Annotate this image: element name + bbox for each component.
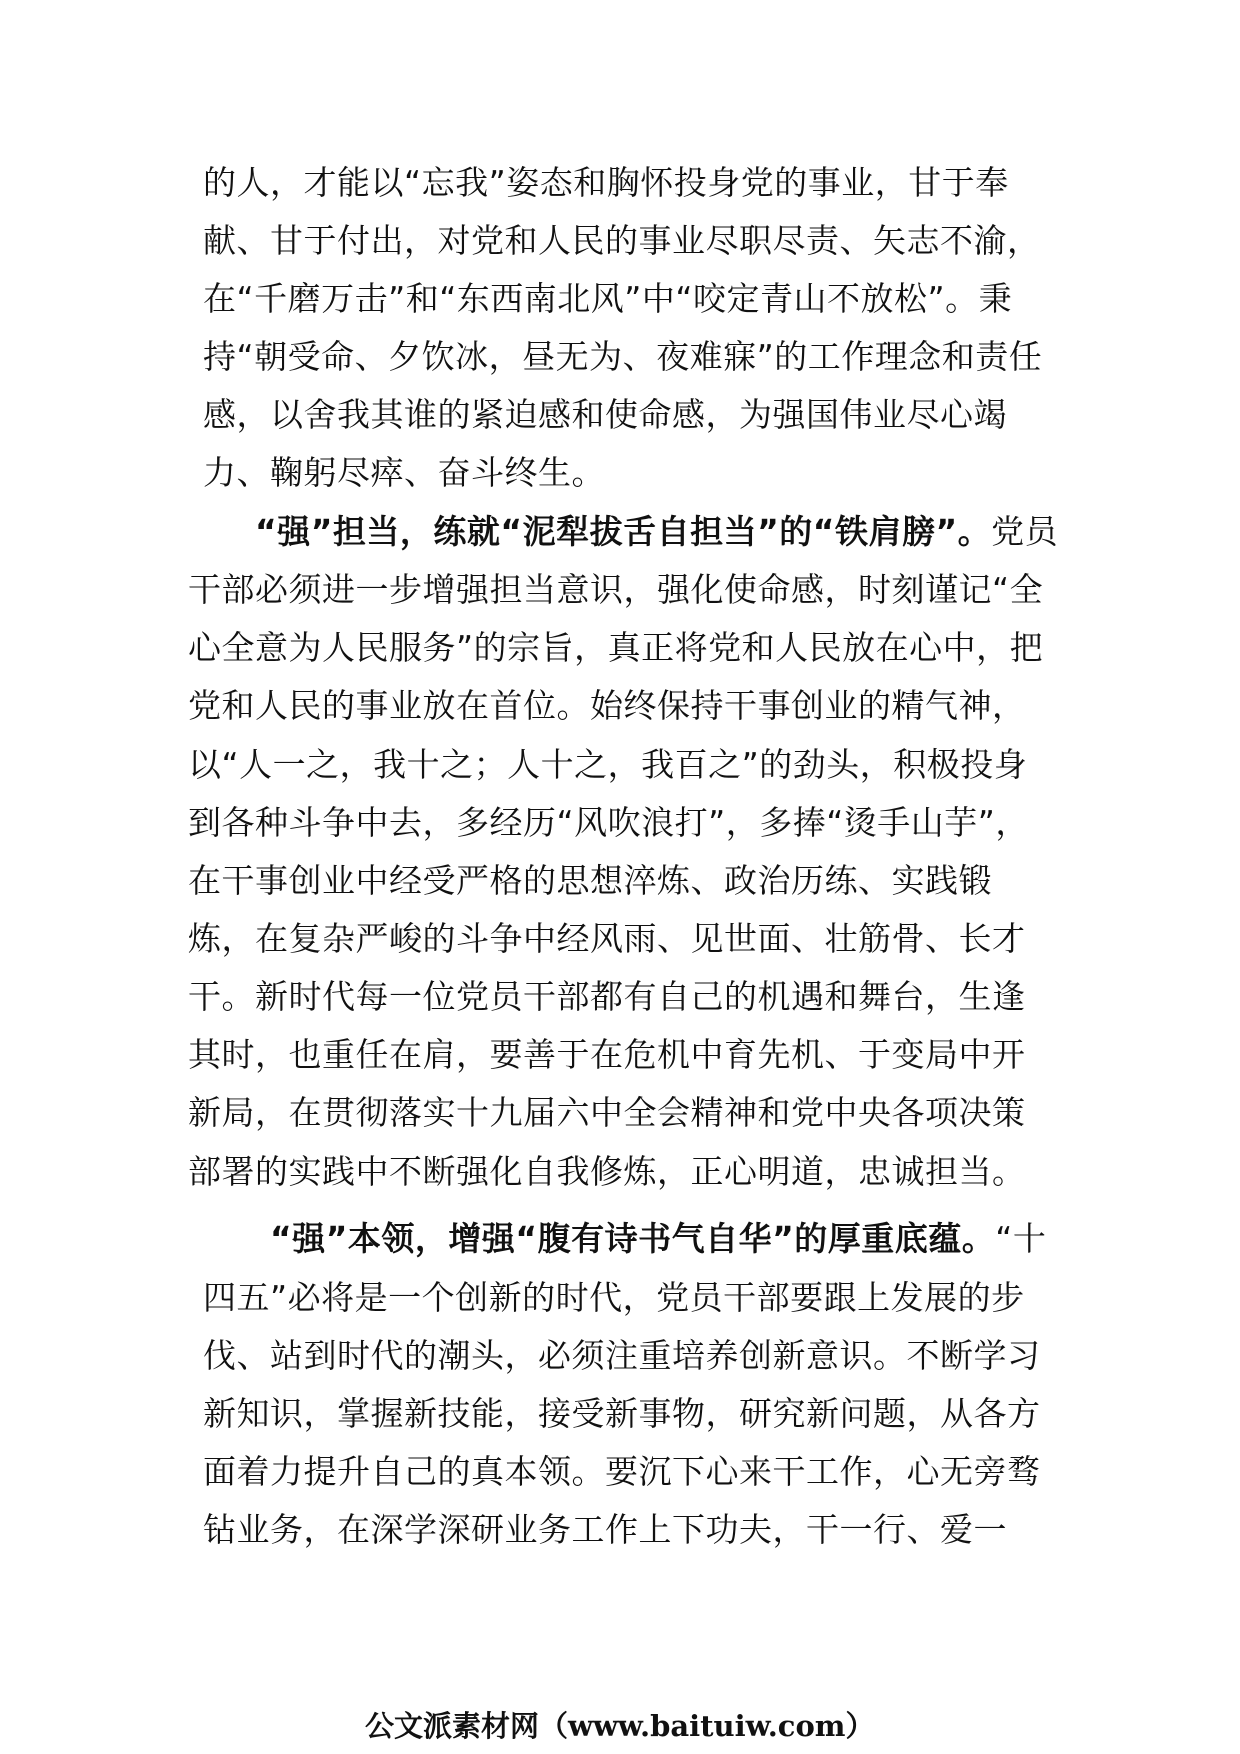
- text-line: 献、甘于付出，对党和人民的事业尽职尽责、矢志不渝，: [203, 221, 1041, 260]
- text-line: 持“朝受命、夕饮冰，昼无为、夜难寐”的工作理念和责任: [203, 337, 1043, 376]
- text-line: 心全意为人民服务”的宗旨，真正将党和人民放在心中，把: [188, 628, 1044, 667]
- text-line-rest: “十: [995, 1219, 1047, 1258]
- text-line: 到各种斗争中去，多经历“风吹浪打”，多捧“烫手山芋”，: [188, 803, 1029, 842]
- paragraph-heading: “强”本领，增强“腹有诗书气自华”的厚重底蕴。: [270, 1219, 996, 1258]
- text-line: 力、鞠躬尽瘁、奋斗终生。: [203, 453, 605, 492]
- text-line: 钻业务，在深学深研业务工作上下功夫，干一行、爱一: [203, 1510, 1007, 1549]
- text-line: 以“人一之，我十之；人十之，我百之”的劲头，积极投身: [188, 745, 1028, 784]
- text-line: 的人，才能以“忘我”姿态和胸怀投身党的事业，甘于奉: [203, 163, 1009, 202]
- paragraph-heading: “强”担当，练就“泥犁拔舌自担当”的“铁肩膀”。: [255, 512, 992, 551]
- text-line: 面着力提升自己的真本领。要沉下心来干工作，心无旁骛: [203, 1452, 1041, 1491]
- paragraph-heading-line: [255, 512, 1058, 552]
- text-line: 党和人民的事业放在首位。始终保持干事创业的精气神，: [188, 686, 1026, 725]
- text-line: 在干事创业中经受严格的思想淬炼、政治历练、实践锻: [188, 861, 992, 900]
- text-line: 感，以舍我其谁的紧迫感和使命感，为强国伟业尽心竭: [203, 395, 1007, 434]
- text-line: 在“千磨万击”和“东西南北风”中“咬定青山不放松”。秉: [203, 279, 1013, 318]
- text-line: 新局，在贯彻落实十九届六中全会精神和党中央各项决策: [188, 1093, 1026, 1132]
- text-line: 部署的实践中不断强化自我修炼，正心明道，忠诚担当。: [188, 1152, 1026, 1191]
- text-line: 干。新时代每一位党员干部都有自己的机遇和舞台，生逢: [188, 977, 1026, 1016]
- paragraph-heading-line: [270, 1219, 1046, 1259]
- text-line-rest: 党员: [991, 512, 1059, 551]
- footer-source: 公文派素材网（www.baituiw.com）: [365, 1709, 875, 1743]
- text-line: 新知识，掌握新技能，接受新事物，研究新问题，从各方: [203, 1394, 1041, 1433]
- text-line: 四五”必将是一个创新的时代，党员干部要跟上发展的步: [203, 1278, 1025, 1317]
- text-line: 其时，也重任在肩，要善于在危机中育先机、于变局中开: [188, 1035, 1026, 1074]
- text-line: 干部必须进一步增强担当意识，强化使命感，时刻谨记“全: [188, 570, 1044, 609]
- text-line: 伐、站到时代的潮头，必须注重培养创新意识。不断学习: [203, 1336, 1041, 1375]
- text-line: 炼，在复杂严峻的斗争中经风雨、见世面、壮筋骨、长才: [188, 919, 1026, 958]
